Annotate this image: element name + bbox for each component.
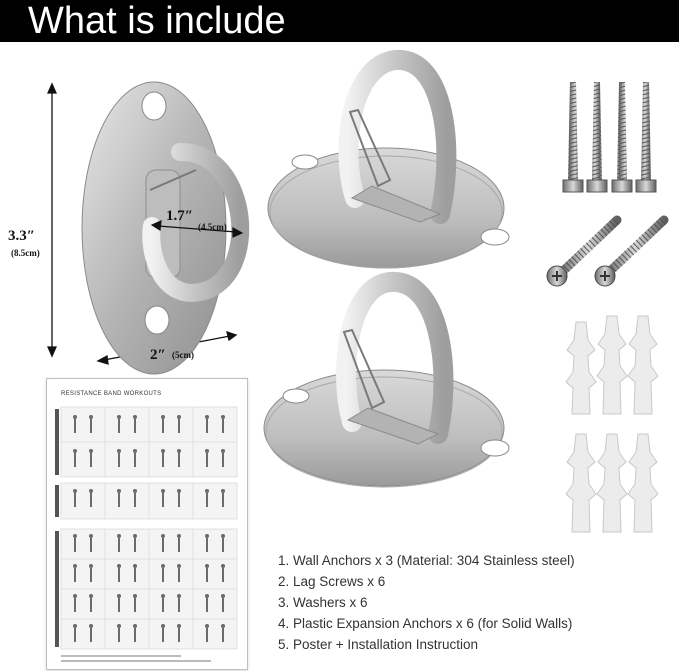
wall-anchor-side-view-2 [264,282,509,487]
plastic-anchors-group [566,316,658,532]
height-dimension-arrow [48,84,56,356]
plastic-anchor [628,434,658,532]
included-items-list [278,550,575,655]
lag-screw [612,82,632,192]
plastic-anchor [628,316,658,414]
wall-anchor-side-view-1 [268,60,509,268]
plastic-anchor [597,316,627,414]
height-label: 3.3″ [8,228,36,244]
plastic-anchor [597,434,627,532]
ring-metric-label: (4.5cm) [198,222,227,232]
workout-poster [46,378,248,670]
plastic-anchor [566,434,596,532]
width-label: 2″ [150,347,166,363]
lag-screw [563,82,583,192]
list-item: 1. Wall Anchors x 3 (Material: 304 Stainless steel) [278,553,575,568]
lag-screws-group [563,82,656,192]
page-title: What is include [28,0,286,42]
list-item: 5. Poster + Installation Instruction [278,637,478,652]
lag-screw [587,82,607,192]
plastic-anchor [566,322,596,414]
list-item: 3. Washers x 6 [278,595,368,610]
height-metric-label: (8.5cm) [11,248,40,258]
list-item: 4. Plastic Expansion Anchors x 6 (for Solid Walls) [278,616,573,631]
width-metric-label: (5cm) [172,350,194,360]
ring-label: 1.7″ [166,208,194,224]
list-item: 2. Lag Screws x 6 [278,574,386,589]
lag-screw [636,82,656,192]
poster-title: RESISTANCE BAND WORKOUTS [61,391,162,397]
poster-grid [47,379,247,669]
